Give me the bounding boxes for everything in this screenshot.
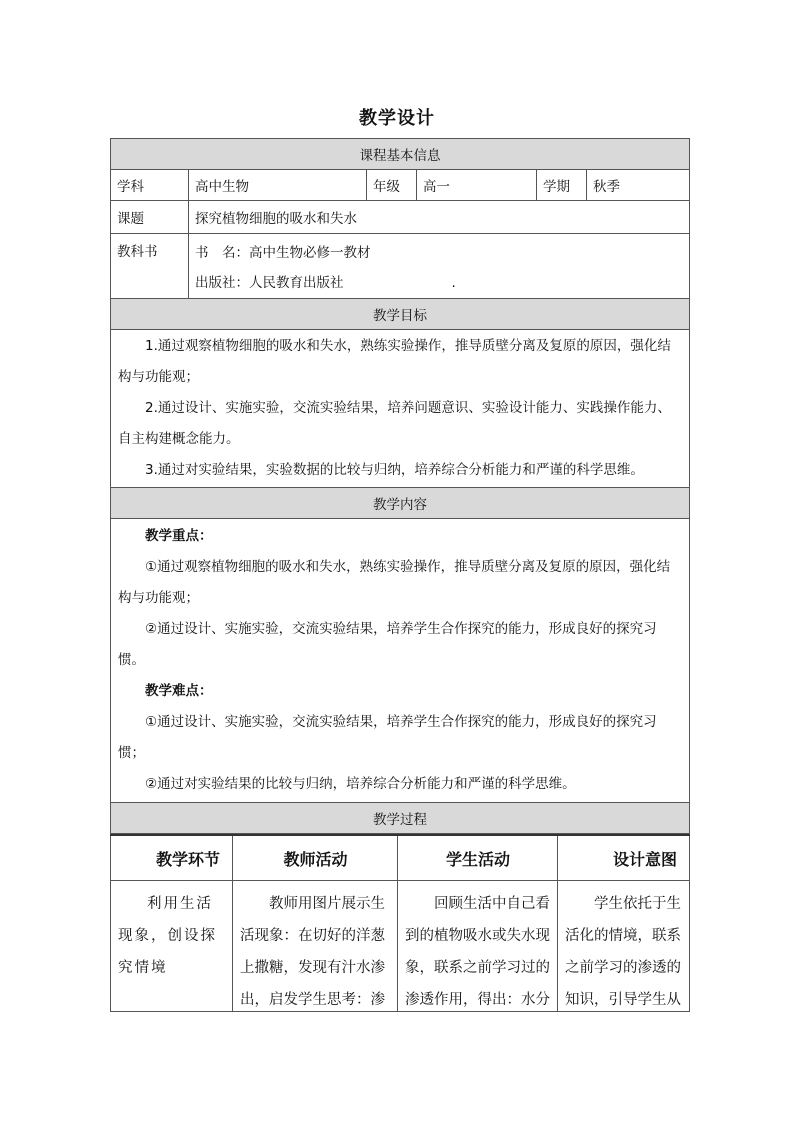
goal-item: 3.通过对实验结果，实验数据的比较与归纳，培养综合分析能力和严谨的科学思维。 — [145, 462, 644, 478]
difficult-points-title: 教学难点： — [145, 683, 213, 699]
grade-value: 高一 — [417, 170, 537, 201]
page-title: 教学设计 — [359, 108, 435, 129]
stage-text: 利用生活现象，创设探究情境 — [118, 896, 217, 976]
goals-body — [111, 330, 690, 488]
lesson-plan-sheet — [110, 138, 689, 1012]
col-intent-header: 设计意图 — [558, 835, 690, 881]
goal-item: 2.通过设计、实施实验，交流实验结果，培养问题意识、实验设计能力、实践操作能力、自主构建概念能力。 — [118, 400, 671, 447]
term-label: 学期 — [537, 170, 587, 201]
stage-cell — [111, 881, 233, 1012]
textbook-value — [189, 234, 690, 299]
book-name-line: 书 名：高中生物必修一教材 — [195, 245, 371, 261]
student-cell — [398, 881, 558, 1012]
intent-cell — [558, 881, 690, 1012]
teacher-cell — [233, 881, 398, 1012]
key-point-item: ①通过观察植物细胞的吸水和失水，熟练实验操作，推导质壁分离及复原的原因，强化结构与功能观； — [118, 559, 671, 606]
grade-label: 年级 — [367, 170, 417, 201]
col-student-header: 学生活动 — [398, 835, 558, 881]
basic-info-header: 课程基本信息 — [111, 139, 690, 170]
content-header: 教学内容 — [111, 488, 690, 519]
goal-item: 1.通过观察植物细胞的吸水和失水，熟练实验操作，推导质壁分离及复原的原因，强化结构与功能观； — [118, 338, 671, 385]
key-points-title: 教学重点： — [145, 528, 213, 544]
difficult-point-item: ②通过对实验结果的比较与归纳，培养综合分析能力和严谨的科学思维。 — [145, 776, 576, 792]
col-teacher-header: 教师活动 — [233, 835, 398, 881]
info-table — [110, 138, 690, 834]
topic-label: 课题 — [111, 201, 189, 234]
process-header: 教学过程 — [111, 803, 690, 834]
student-activity-text: 回顾生活中自己看到的植物吸水或失水现象，联系之前学习过的渗透作用，得出：水分 — [405, 896, 550, 1008]
subject-value: 高中生物 — [189, 170, 367, 201]
topic-value: 探究植物细胞的吸水和失水 — [189, 201, 690, 234]
term-value: 秋季 — [587, 170, 690, 201]
publisher-line: 出版社：人民教育出版社 . — [195, 275, 456, 291]
process-table — [110, 834, 690, 1012]
design-intent-text: 学生依托于生活化的情境，联系之前学习的渗透的知识，引导学生从 — [565, 896, 681, 1008]
goals-header: 教学目标 — [111, 299, 690, 330]
difficult-point-item: ①通过设计、实施实验，交流实验结果，培养学生合作探究的能力，形成良好的探究习惯； — [118, 714, 657, 761]
col-stage-header: 教学环节 — [111, 835, 233, 881]
content-body — [111, 519, 690, 803]
textbook-label: 教科书 — [111, 234, 189, 299]
teacher-activity-text: 教师用图片展示生活现象：在切好的洋葱上撒糖，发现有汁水渗出，启发学生思考：渗 — [240, 896, 385, 1008]
subject-label: 学科 — [111, 170, 189, 201]
key-point-item: ②通过设计、实施实验，交流实验结果，培养学生合作探究的能力，形成良好的探究习惯。 — [118, 621, 657, 668]
